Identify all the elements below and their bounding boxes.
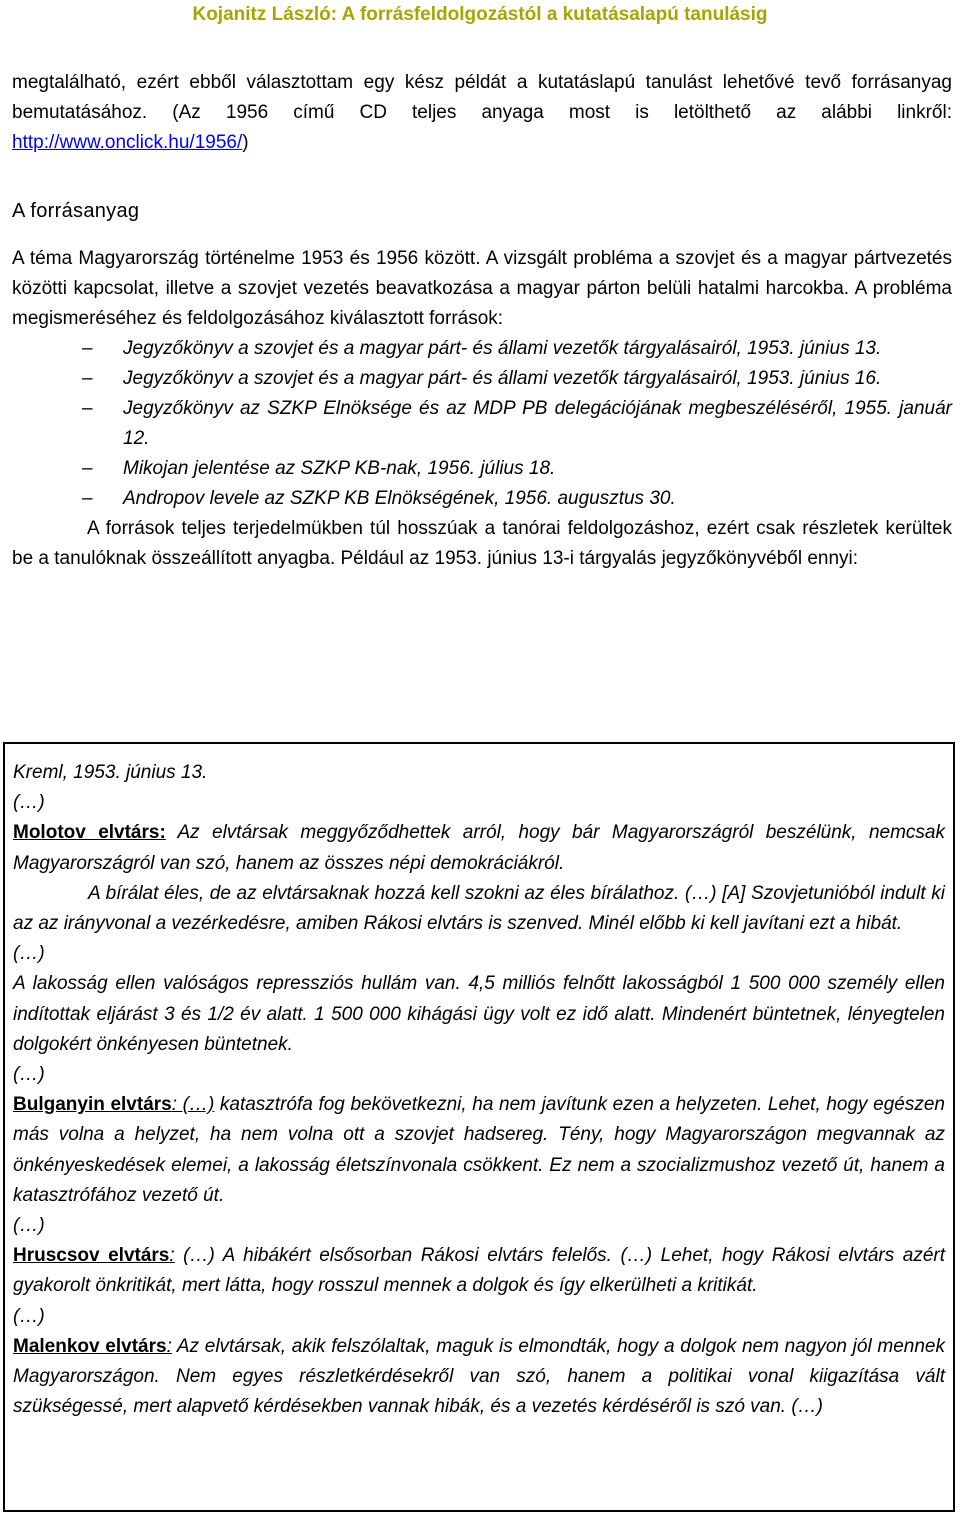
list-item: [12, 454, 952, 484]
molotov-text: Az elvtársak meggyőződhettek arról, hogy bár Magyarországról beszélünk, nemcsak Magyarországról van szó, hanem az összes népi demokráciákról.: [13, 822, 945, 874]
dash-bullet: –: [82, 398, 93, 419]
list-item: [12, 394, 952, 454]
excerpt-content: [13, 758, 945, 1422]
repression-paragraph: A lakosság ellen valóságos repressziós hullám van. 4,5 milliós felnőtt lakosságból 1 500 000 személy ellen indítottak eljárást 3 és 1/2 év alatt. 1 500 000 kihágási ügy volt ez idő alatt. Mindenért büntetnek, lényegtelen dolgokért önkényesen büntetnek.: [13, 973, 945, 1055]
topic-paragraph: A téma Magyarország történelme 1953 és 1956 között. A vizsgált probléma a szovjet és a magyar pártvezetés közötti kapcsolat, illetve a szovjet vezetés beavatkozása a magyar párton belüli hatalmi harcokba. A probléma megismeréséhez és feldolgozásához kiválasztott források:: [12, 248, 952, 329]
list-item: [12, 334, 952, 364]
list-item: [12, 484, 952, 514]
source-text: Jegyzőkönyv a szovjet és a magyar párt- és állami vezetők tárgyalásairól, 1953. június 13.: [123, 338, 882, 359]
speaker-bulganyin: Bulganyin elvtárs: [13, 1094, 172, 1116]
source-text: Jegyzőkönyv a szovjet és a magyar párt- és állami vezetők tárgyalásairól, 1953. június 16.: [123, 368, 882, 389]
excerpt-intro-paragraph: A források teljes terjedelmükben túl hosszúak a tanórai feldolgozáshoz, ezért csak részletek kerültek be a tanulóknak összeállított anyagba. Például az 1953. június 13-i tárgyalás jegyzőkönyvéből ennyi:: [12, 518, 952, 569]
ellipsis: (…): [13, 1305, 45, 1327]
ellipsis: (…): [13, 1215, 45, 1237]
ellipsis: (…): [13, 792, 45, 814]
speaker-hruscsov: Hruscsov elvtárs: [13, 1245, 170, 1267]
intro-text: megtalálható, ezért ebből választottam egy kész példát a kutatáslapú tanulást lehetővé tevő forrásanyag bemutatásához. (Az 1956 című CD teljes anyaga most is letölthető az alábbi linkről:: [12, 72, 952, 123]
speaker-malenkov: Malenkov elvtárs: [13, 1335, 167, 1357]
hruscsov-paragraph: [13, 1241, 945, 1301]
intro-paragraph: [12, 68, 952, 158]
intro-end: ): [242, 132, 249, 153]
ellipsis: (…): [13, 943, 45, 965]
malenkov-colon: :: [166, 1335, 172, 1357]
molotov-paragraph: [13, 818, 945, 878]
source-text: Jegyzőkönyv az SZKP Elnöksége és az MDP PB delegációjának megbeszéléséről, 1955. január 12.: [123, 398, 952, 449]
molotov-paragraph-2: A bírálat éles, de az elvtársaknak hozzá kell szokni az éles bírálathoz. (…) [A] Szovjetunióból indult ki az az irányvonal a vezérkedésre, amiben Rákosi elvtárs is szenved. Minél előbb ki kell javítani ezt a hibát.: [13, 882, 945, 935]
ellipsis: (…): [13, 1064, 45, 1086]
dash-bullet: –: [82, 338, 93, 359]
excerpt-box: [3, 742, 955, 1512]
dash-bullet: –: [82, 458, 93, 479]
hruscsov-colon: :: [169, 1245, 175, 1267]
bulganyin-text: katasztrófa fog bekövetkezni, ha nem javítunk ezen a helyzeten. Lehet, hogy egészen más volna a helyzet, ha nem volna ott a szovjet hadsereg. Tény, hogy Magyarországon megvannak az önkényeskedések elemei, a lakosság életszínvonala csökkent. Ez nem a szocializmushoz vezető út, hanem a katasztrófához vezető út.: [13, 1094, 945, 1206]
bulganyin-colon: : (…): [171, 1094, 215, 1116]
list-item: [12, 364, 952, 394]
download-link[interactable]: http://www.onclick.hu/1956/: [12, 132, 243, 153]
source-text: Mikojan jelentése az SZKP KB-nak, 1956. július 18.: [123, 458, 556, 479]
source-text: Andropov levele az SZKP KB Elnökségének, 1956. augusztus 30.: [123, 488, 676, 509]
speaker-molotov: Molotov elvtárs:: [13, 822, 166, 844]
malenkov-text: Az elvtársak, akik felszólaltak, maguk is elmondták, hogy a dolgok nem nagyon jól mennek Magyarországon. Nem egyes részletkérdésekről van szó, hanem a politikai vonal kiigazítása vált szükségessé, mert alapvető kérdésekben vannak hibák, és a vezetés kérdéséről is szó van. (…): [13, 1335, 945, 1418]
malenkov-paragraph: [13, 1332, 945, 1423]
place-date: Kreml, 1953. június 13.: [13, 762, 208, 783]
running-header: Kojanitz László: A forrásfeldolgozástól a kutatásalapú tanulásig: [192, 4, 768, 25]
hruscsov-text: (…) A hibákért elsősorban Rákosi elvtárs felelős. (…) Lehet, hogy Rákosi elvtárs azért gyakorolt önkritikát, mert látta, hogy rosszul mennek a dolgok és így elkerülheti a kritikát.: [13, 1245, 945, 1297]
main-content: [12, 68, 952, 574]
sources-list: [12, 334, 952, 514]
dash-bullet: –: [82, 488, 93, 509]
bulganyin-paragraph: [13, 1090, 945, 1211]
dash-bullet: –: [82, 368, 93, 389]
section-heading: A forrásanyag: [12, 200, 140, 222]
